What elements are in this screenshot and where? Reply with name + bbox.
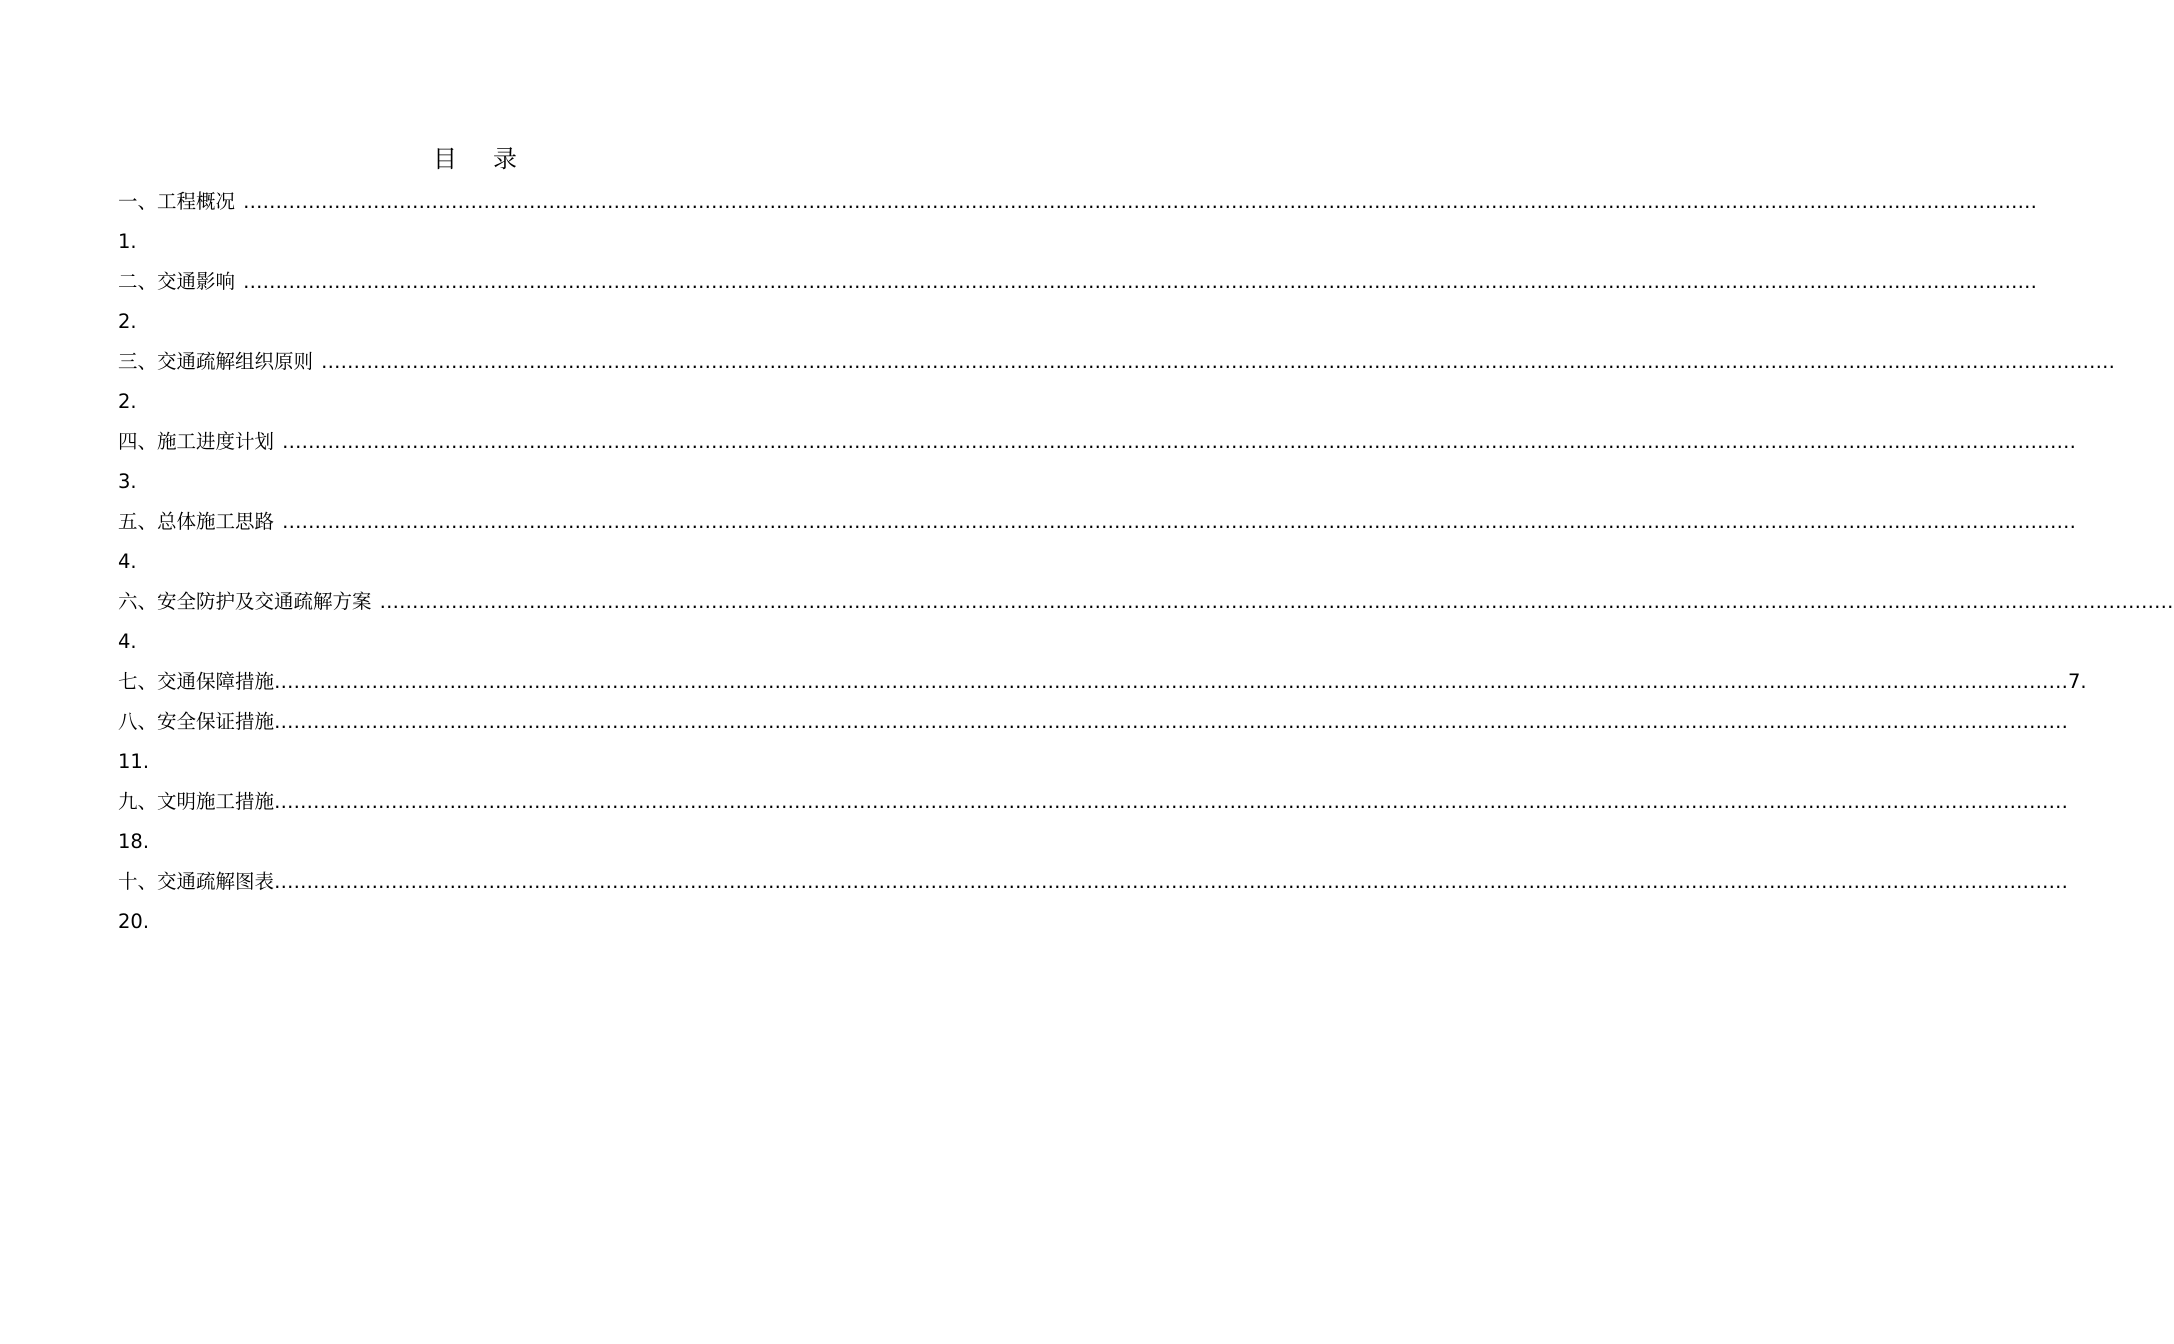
toc-leader-dots: …………………………………………………………………………………………………………………………………………………………………………………………………………………………………………………… <box>274 870 2069 893</box>
toc-entry-page: 2. <box>118 390 137 413</box>
toc-entry-label: 七、交通保障措施 <box>118 670 275 693</box>
toc-entry[interactable] <box>118 502 2077 542</box>
toc-entry[interactable] <box>118 262 2038 302</box>
toc-entry-label: 十、交通疏解图表 <box>118 870 275 893</box>
toc-leader-dots: …………………………………………………………………………………………………………………………………………………………………………………………………………………………………………………… <box>274 790 2069 813</box>
toc-leader-dots: …………………………………………………………………………………………………………………………………………………………………………………………………………………………………………………… <box>243 270 2038 293</box>
toc-entry[interactable] <box>118 342 2116 382</box>
toc-leader-dots: …………………………………………………………………………………………………………………………………………………………………………………………………………………………………………………… <box>274 710 2069 733</box>
toc-entry[interactable] <box>118 702 2069 742</box>
toc-entry-page: 4. <box>118 550 137 573</box>
toc-entry-label: 五、总体施工思路 <box>118 510 275 533</box>
title-char-right: 录 <box>493 145 517 173</box>
toc-entry-page: 3. <box>118 470 137 493</box>
toc-entry-label: 八、安全保证措施 <box>118 710 275 733</box>
toc-entry-label: 一、工程概况 <box>118 190 236 213</box>
page-title <box>0 143 950 175</box>
toc-entry-page: 20. <box>118 910 150 933</box>
toc-entry[interactable] <box>118 422 2077 462</box>
toc-entry-page: 11. <box>118 750 150 773</box>
toc-entry-label: 三、交通疏解组织原则 <box>118 350 314 373</box>
toc-entry-label: 六、安全防护及交通疏解方案 <box>118 590 372 613</box>
toc-entry[interactable] <box>118 182 2038 222</box>
toc-entry-label: 四、施工进度计划 <box>118 430 275 453</box>
toc-leader-dots: …………………………………………………………………………………………………………………………………………………………………………………………………………………………………………………… <box>282 510 2077 533</box>
toc-leader-dots: …………………………………………………………………………………………………………………………………………………………………………………………………………………………………………………… <box>243 190 2038 213</box>
toc-entry[interactable] <box>118 782 2069 822</box>
table-of-contents <box>118 182 2174 942</box>
toc-entry-page: 18. <box>118 830 150 853</box>
toc-entry[interactable] <box>118 582 2174 622</box>
toc-entry-page: 7. <box>2068 670 2087 693</box>
title-char-left: 目 <box>433 145 457 173</box>
toc-leader-dots: …………………………………………………………………………………………………………………………………………………………………………………………………………………………………………………… <box>282 430 2077 453</box>
toc-entry-label: 二、交通影响 <box>118 270 236 293</box>
toc-entry-label: 九、文明施工措施 <box>118 790 275 813</box>
toc-leader-dots: …………………………………………………………………………………………………………………………………………………………………………………………………………………………………………………… <box>379 590 2174 613</box>
toc-entry-page: 2. <box>118 310 137 333</box>
toc-entry-page: 1. <box>118 230 137 253</box>
toc-entry[interactable] <box>118 862 2069 902</box>
toc-entry[interactable] <box>118 662 2087 702</box>
toc-entry-page: 4. <box>118 630 137 653</box>
toc-leader-dots: …………………………………………………………………………………………………………………………………………………………………………………………………………………………………………………… <box>274 670 2069 693</box>
toc-leader-dots: …………………………………………………………………………………………………………………………………………………………………………………………………………………………………………………… <box>321 350 2116 373</box>
